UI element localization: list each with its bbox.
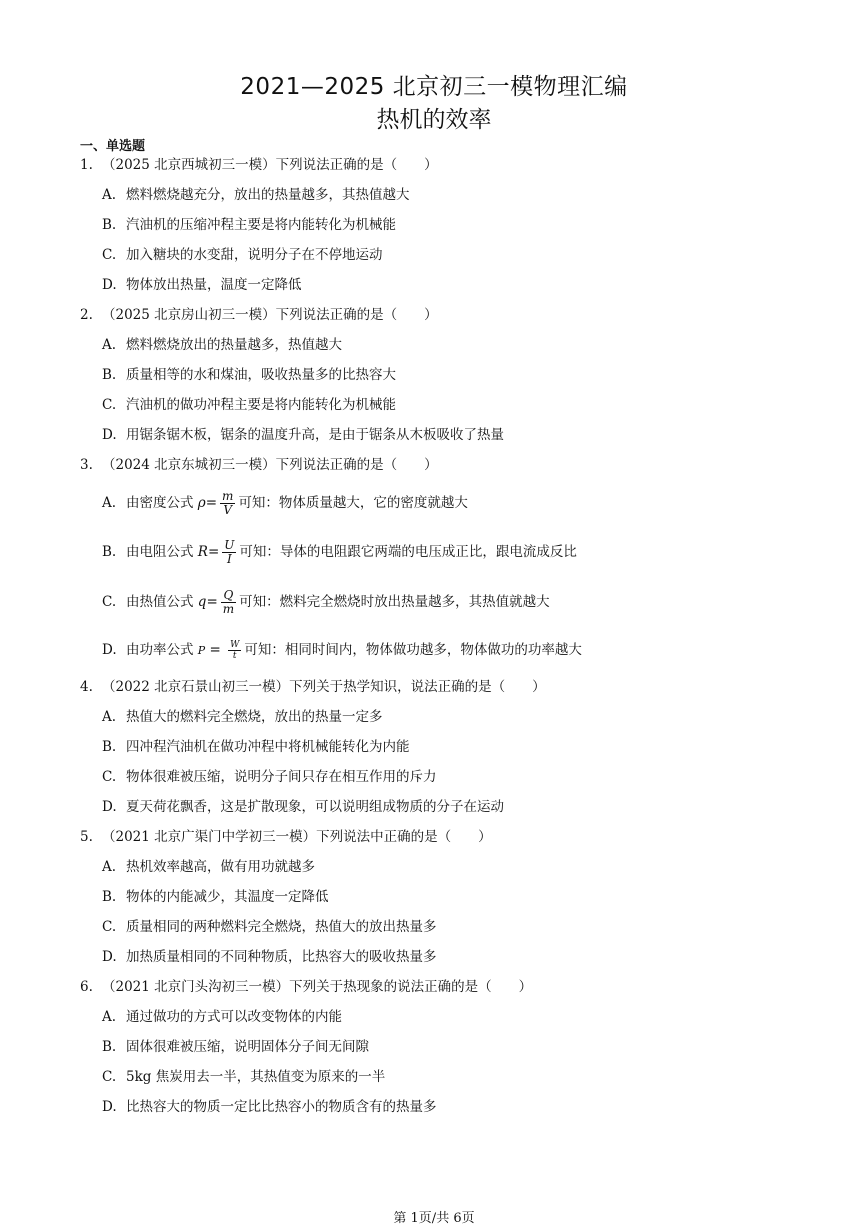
option-text: 夏天荷花飘香，这是扩散现象，可以说明组成物质的分子在运动: [126, 799, 504, 815]
formula-equals: =: [205, 495, 218, 511]
formula-symbol: ρ: [197, 495, 206, 511]
fraction-denominator: t: [232, 651, 237, 661]
formula-equals: =: [209, 642, 221, 658]
question-text: （2021 北京门头沟初三一模）下列关于热现象的说法正确的是（ ）: [102, 979, 533, 995]
option-text: 比热容大的物质一定比比热容小的物质含有的热量多: [126, 1099, 437, 1115]
option-text: 燃料燃烧越充分，放出的热量越多，其热值越大: [126, 187, 410, 203]
question-text: （2025 北京西城初三一模）下列说法正确的是（ ）: [102, 157, 438, 173]
question-3-option-b: [102, 537, 577, 567]
option-letter: A.: [102, 495, 117, 511]
question-4-option-c: [102, 768, 437, 786]
option-text: 固体很难被压缩，说明固体分子间无间隙: [126, 1039, 369, 1055]
option-text: 汽油机的压缩冲程主要是将内能转化为机械能: [126, 217, 396, 233]
option-text: 热值大的燃料完全燃烧，放出的热量一定多: [126, 709, 383, 725]
fraction-numerator: Q: [221, 589, 236, 603]
section-heading: 一、单选题: [80, 139, 146, 154]
fraction-numerator: W: [230, 640, 240, 650]
option-suffix: 可知：物体质量越大，它的密度就越大: [238, 495, 468, 511]
fraction-numerator: m: [222, 489, 234, 503]
option-prefix: 由热值公式: [126, 594, 194, 610]
option-text: 5kg 焦炭用去一半，其热值变为原来的一半: [126, 1069, 386, 1085]
formula-fraction: [222, 539, 236, 566]
option-prefix: 由密度公式: [126, 495, 194, 511]
question-1-option-b: [102, 216, 396, 234]
question-number: 1.: [80, 157, 93, 173]
question-text: （2021 北京广渠门中学初三一模）下列说法中正确的是（ ）: [102, 829, 492, 845]
question-4-stem: [80, 678, 546, 696]
formula-equals: =: [206, 594, 218, 610]
fraction-denominator: m: [222, 602, 235, 616]
option-letter: B.: [102, 217, 117, 233]
option-letter: B.: [102, 889, 117, 905]
option-letter: B.: [102, 739, 117, 755]
question-5-stem: [80, 828, 492, 846]
option-letter: A.: [102, 337, 117, 353]
option-letter: A.: [102, 859, 117, 875]
question-1-option-d: [102, 276, 302, 294]
question-3-option-d: [102, 635, 582, 666]
page-footer: 第 1页/共 6页: [393, 1211, 475, 1226]
option-letter: D.: [102, 1099, 117, 1115]
option-text: 质量相同的两种燃料完全燃烧，热值大的放出热量多: [126, 919, 437, 935]
question-6-stem: [80, 978, 532, 996]
option-letter: A.: [102, 709, 117, 725]
formula-fraction: [221, 589, 236, 616]
question-text: （2022 北京石景山初三一模）下列关于热学知识，说法正确的是（ ）: [102, 679, 546, 695]
document-title: 2021—2025 北京初三一模物理汇编: [240, 74, 628, 100]
formula-symbol: P: [197, 644, 206, 657]
question-1-option-a: [102, 186, 410, 204]
option-text: 通过做功的方式可以改变物体的内能: [126, 1009, 342, 1025]
question-number: 3.: [80, 457, 93, 473]
option-suffix: 可知：导体的电阻跟它两端的电压成正比，跟电流成反比: [239, 544, 577, 560]
option-letter: D.: [102, 642, 117, 658]
option-suffix: 可知：燃料完全燃烧时放出热量越多，其热值就越大: [239, 594, 550, 610]
question-1-option-c: [102, 246, 383, 264]
question-5-option-a: [102, 858, 315, 876]
question-2-option-d: [102, 426, 504, 444]
fraction-numerator: U: [224, 538, 235, 552]
question-3-option-c: [102, 587, 550, 617]
option-letter: D.: [102, 949, 117, 965]
question-number: 5.: [80, 829, 93, 845]
question-text: （2024 北京东城初三一模）下列说法正确的是（ ）: [102, 457, 438, 473]
question-6-option-b: [102, 1038, 369, 1056]
option-text: 用锯条锯木板，锯条的温度升高，是由于锯条从木板吸收了热量: [126, 427, 504, 443]
option-letter: D.: [102, 799, 117, 815]
question-2-option-b: [102, 366, 396, 384]
option-prefix: 由功率公式: [126, 642, 194, 658]
question-6-option-c: [102, 1068, 385, 1086]
question-5-option-c: [102, 918, 437, 936]
document-subtitle: 热机的效率: [376, 107, 492, 133]
option-text: 物体的内能减少，其温度一定降低: [126, 889, 329, 905]
option-letter: C.: [102, 397, 117, 413]
option-text: 加入糖块的水变甜，说明分子在不停地运动: [126, 247, 383, 263]
option-letter: A.: [102, 1009, 117, 1025]
question-2-stem: [80, 306, 438, 324]
formula-fraction: [220, 490, 235, 517]
option-letter: C.: [102, 1069, 117, 1085]
question-number: 6.: [80, 979, 93, 995]
question-text: （2025 北京房山初三一模）下列说法正确的是（ ）: [102, 307, 438, 323]
option-letter: B.: [102, 367, 117, 383]
question-3-option-a: [102, 488, 468, 518]
formula-symbol: R: [197, 544, 208, 560]
formula-equals: =: [207, 544, 220, 560]
option-text: 汽油机的做功冲程主要是将内能转化为机械能: [126, 397, 396, 413]
question-1-stem: [80, 156, 438, 174]
option-letter: C.: [102, 247, 117, 263]
option-letter: C.: [102, 769, 117, 785]
option-text: 燃料燃烧放出的热量越多，热值越大: [126, 337, 342, 353]
formula-symbol: q: [197, 594, 207, 610]
question-6-option-a: [102, 1008, 342, 1026]
question-5-option-b: [102, 888, 329, 906]
question-4-option-a: [102, 708, 383, 726]
question-3-stem: [80, 456, 438, 474]
question-4-option-d: [102, 798, 504, 816]
option-letter: C.: [102, 594, 117, 610]
formula-fraction: [228, 640, 241, 661]
option-text: 四冲程汽油机在做功冲程中将机械能转化为内能: [126, 739, 410, 755]
option-letter: D.: [102, 427, 117, 443]
option-letter: B.: [102, 544, 117, 560]
option-suffix: 可知：相同时间内，物体做功越多，物体做功的功率越大: [244, 642, 582, 658]
question-number: 4.: [80, 679, 93, 695]
option-letter: A.: [102, 187, 117, 203]
question-5-option-d: [102, 948, 437, 966]
option-text: 质量相等的水和煤油，吸收热量多的比热容大: [126, 367, 396, 383]
option-letter: D.: [102, 277, 117, 293]
question-2-option-c: [102, 396, 396, 414]
option-letter: B.: [102, 1039, 117, 1055]
option-text: 加热质量相同的不同种物质，比热容大的吸收热量多: [126, 949, 437, 965]
fraction-denominator: I: [226, 552, 232, 566]
option-text: 物体放出热量，温度一定降低: [126, 277, 302, 293]
option-text: 物体很难被压缩，说明分子间只存在相互作用的斥力: [126, 769, 437, 785]
question-4-option-b: [102, 738, 410, 756]
question-2-option-a: [102, 336, 342, 354]
option-prefix: 由电阻公式: [126, 544, 194, 560]
question-6-option-d: [102, 1098, 437, 1116]
option-letter: C.: [102, 919, 117, 935]
fraction-denominator: V: [223, 503, 233, 517]
option-text: 热机效率越高，做有用功就越多: [126, 859, 315, 875]
question-number: 2.: [80, 307, 93, 323]
